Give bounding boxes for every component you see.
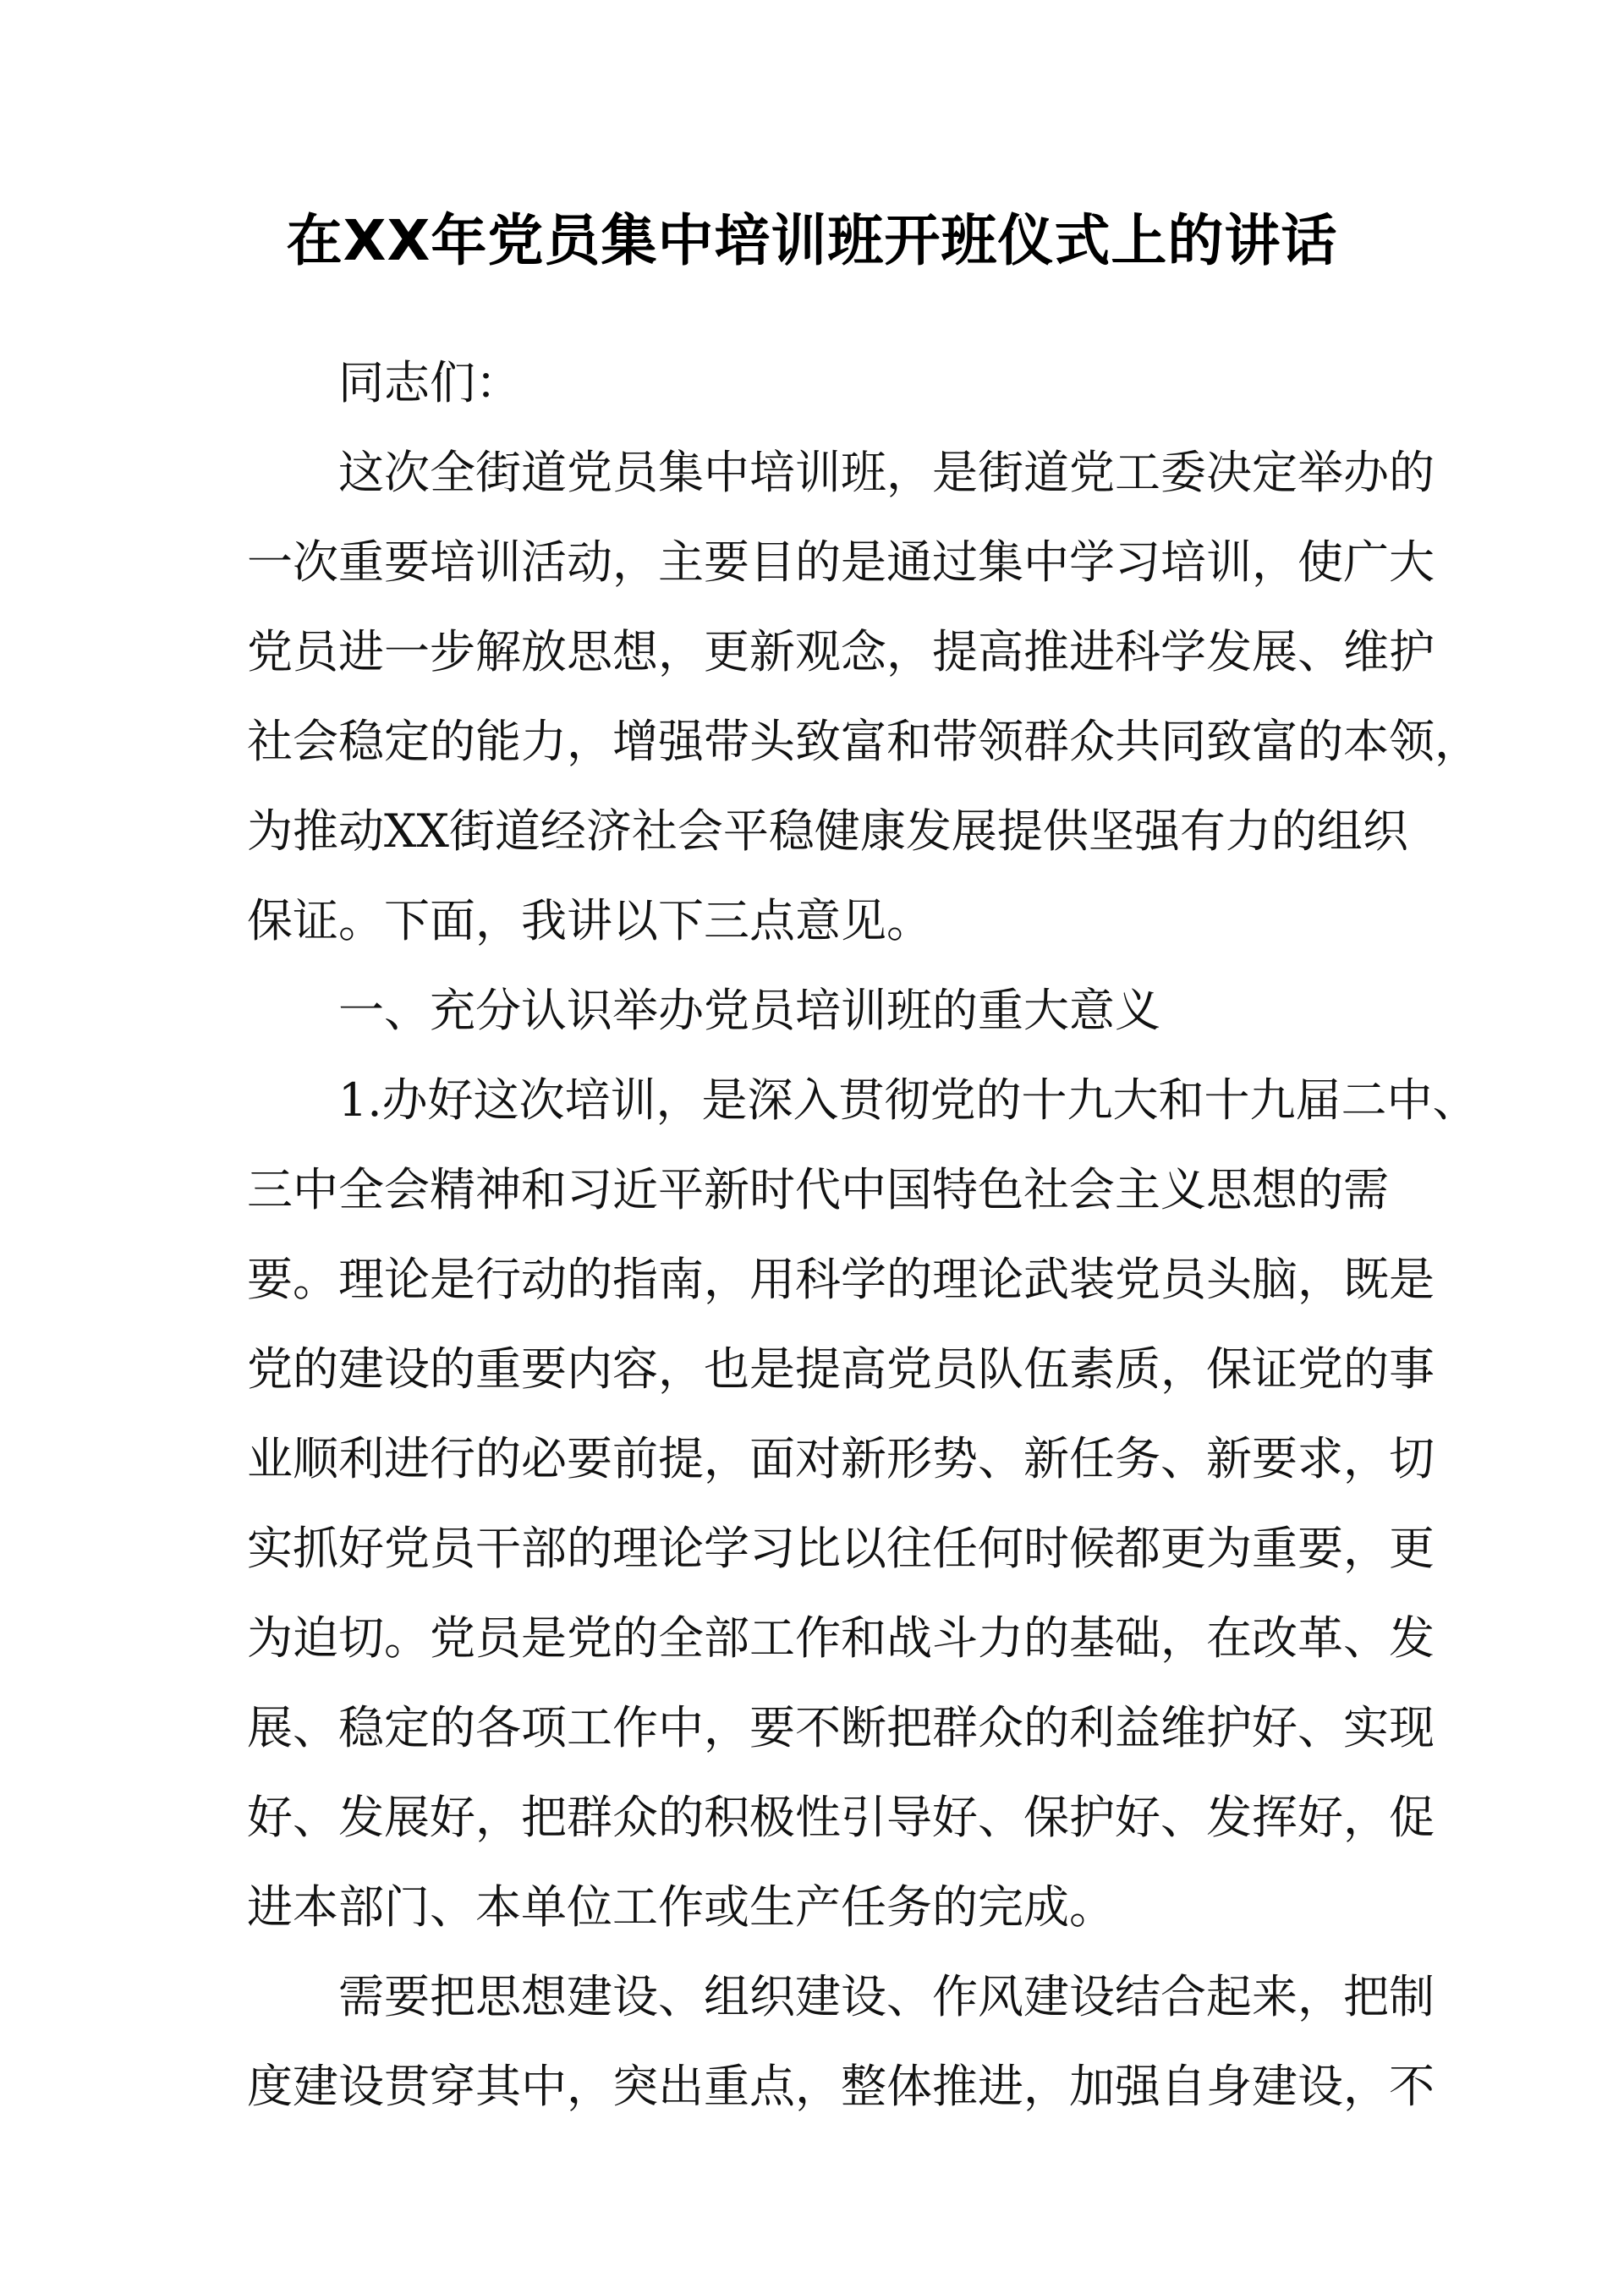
body-line: 这次全街道党员集中培训班，是街道党工委决定举办的: [338, 446, 1435, 499]
body-line: 业顺利进行的必要前提，面对新形势、新任务、新要求，切: [247, 1432, 1435, 1485]
body-line: 一、充分认识举办党员培训班的重大意义: [338, 984, 1160, 1037]
body-line: 党员进一步解放思想，更新观念，提高推进科学发展、维护: [247, 625, 1435, 678]
body-line: 为迫切。党员是党的全部工作和战斗力的基础，在改革、发: [247, 1611, 1435, 1665]
body-line: 保证。下面，我讲以下三点意见。: [247, 894, 932, 947]
body-line: 进本部门、本单位工作或生产任务的完成。: [247, 1880, 1115, 1934]
body-line: 要。理论是行动的指南，用科学的理论武装党员头脑，既是: [247, 1253, 1435, 1306]
body-line: 为推动XX街道经济社会平稳健康发展提供坚强有力的组织: [247, 804, 1408, 858]
body-line: 一次重要培训活动，主要目的是通过集中学习培训，使广大: [247, 535, 1435, 589]
body-line: 展、稳定的各项工作中，要不断把群众的利益维护好、实现: [247, 1701, 1435, 1754]
document-title: 在XX年党员集中培训班开班仪式上的讲话: [286, 208, 1338, 273]
body-line: 党的建设的重要内容，也是提高党员队伍素质，保证党的事: [247, 1342, 1435, 1396]
body-line: 实抓好党员干部的理论学习比以往任何时候都更为重要，更: [247, 1522, 1435, 1575]
body-line: 三中全会精神和习近平新时代中国特色社会主义思想的需: [247, 1163, 1389, 1216]
body-line: 同志们：: [338, 356, 521, 409]
document-body: [247, 338, 1480, 2132]
body-line: 需要把思想建设、组织建设、作风建设结合起来，把制: [338, 1970, 1435, 2023]
body-line: 1.办好这次培训，是深入贯彻党的十九大和十九届二中、: [338, 1073, 1479, 1127]
body-line: 度建设贯穿其中，突出重点，整体推进，加强自身建设，不: [247, 2060, 1435, 2113]
body-line: 社会稳定的能力，增强带头致富和带领群众共同致富的本领，: [247, 715, 1480, 768]
body-line: 好、发展好，把群众的积极性引导好、保护好、发挥好，促: [247, 1791, 1435, 1844]
